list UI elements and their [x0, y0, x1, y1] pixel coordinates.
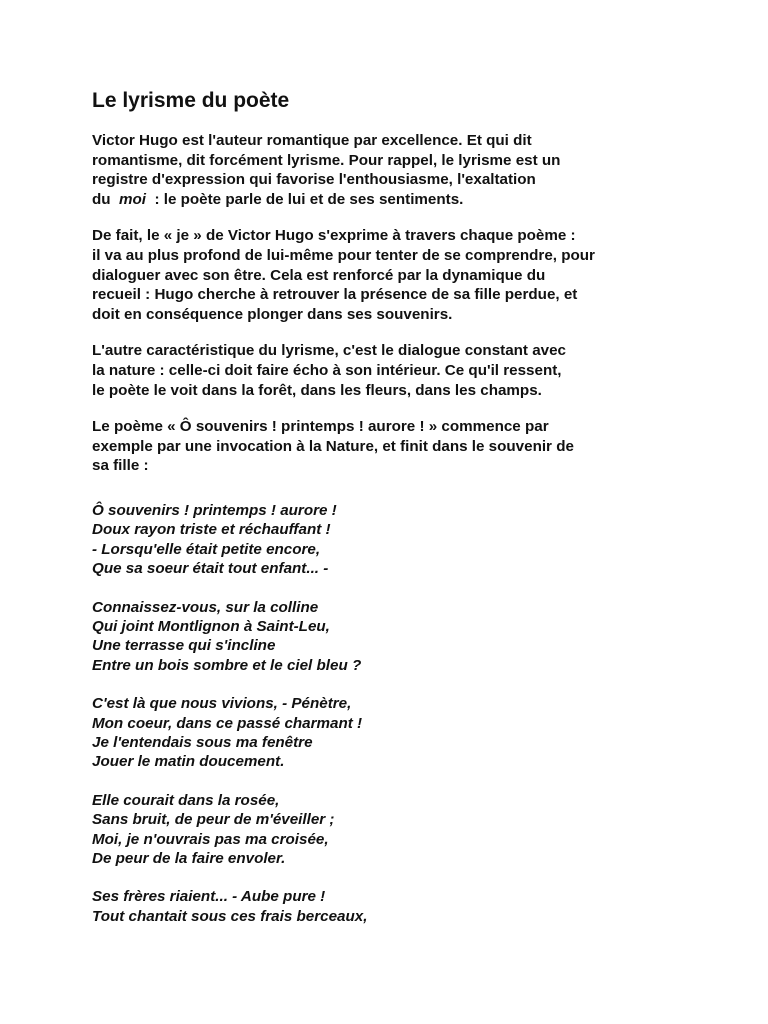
text-line: Le poème « Ô souvenirs ! printemps ! aurore ! » commence par	[92, 418, 549, 436]
poem-verse: Qui joint Montlignon à Saint-Leu,	[92, 617, 330, 635]
poem-verse: Doux rayon triste et réchauffant !	[92, 521, 331, 539]
poem-verse: Que sa soeur était tout enfant... -	[92, 560, 329, 578]
poem-stanza-2	[92, 598, 692, 676]
poem-verse: Sans bruit, de peur de m'éveiller ;	[92, 811, 335, 829]
poem-verse: Connaissez-vous, sur la colline	[92, 598, 319, 616]
poem-verse: De peur de la faire envoler.	[92, 850, 286, 867]
poem-verse: C'est là que nous vivions, - Pénètre,	[92, 695, 352, 713]
paragraph-je	[92, 226, 692, 324]
poem-stanza-4	[92, 791, 692, 869]
paragraph-intro	[92, 131, 692, 209]
poem-verse: Elle courait dans la rosée,	[92, 791, 280, 809]
poem-verse: Mon coeur, dans ce passé charmant !	[92, 714, 363, 732]
text-line: exemple par une invocation à la Nature, et finit dans le souvenir de	[92, 437, 574, 455]
text-line: L'autre caractéristique du lyrisme, c'est le dialogue constant avec	[92, 342, 566, 360]
document-page	[92, 88, 692, 945]
poem-verse: Ô souvenirs ! printemps ! aurore !	[92, 501, 337, 519]
text-line: la nature : celle-ci doit faire écho à son intérieur. Ce qu'il ressent,	[92, 361, 562, 379]
text-fragment: du	[92, 190, 119, 208]
text-line: il va au plus profond de lui-même pour tenter de se comprendre, pour	[92, 246, 595, 264]
poem-stanza-3	[92, 694, 692, 772]
paragraph-poem-intro	[92, 417, 692, 476]
poem-verse: Ses frères riaient... - Aube pure !	[92, 888, 326, 906]
poem-stanza-1	[92, 501, 692, 579]
text-line: registre d'expression qui favorise l'enthousiasme, l'exaltation	[92, 171, 536, 189]
text-line: le poète le voit dans la forêt, dans les fleurs, dans les champs.	[92, 381, 542, 399]
poem-verse: Une terrasse qui s'incline	[92, 637, 276, 655]
text-line: dialoguer avec son être. Cela est renforcé par la dynamique du	[92, 266, 546, 284]
emphasis-moi: moi	[119, 190, 147, 208]
text-line: sa fille :	[92, 457, 149, 475]
paragraph-nature	[92, 341, 692, 400]
text-line: romantisme, dit forcément lyrisme. Pour rappel, le lyrisme est un	[92, 151, 561, 169]
text-line: recueil : Hugo cherche à retrouver la présence de sa fille perdue, et	[92, 286, 578, 304]
poem-verse: Je l'entendais sous ma fenêtre	[92, 733, 313, 751]
poem-verse: Tout chantait sous ces frais berceaux,	[92, 907, 368, 925]
text-line: Victor Hugo est l'auteur romantique par excellence. Et qui dit	[92, 132, 532, 149]
poem-verse: Entre un bois sombre et le ciel bleu ?	[92, 656, 362, 674]
text-line: doit en conséquence plonger dans ses souvenirs.	[92, 305, 453, 323]
text-line-moi	[92, 190, 692, 210]
poem-stanza-5	[92, 887, 692, 926]
page-title: Le lyrisme du poète	[92, 89, 290, 112]
text-line: De fait, le « je » de Victor Hugo s'exprime à travers chaque poème :	[92, 227, 576, 245]
text-fragment: : le poète parle de lui et de ses sentiments.	[146, 190, 464, 208]
poem-verse: Jouer le matin doucement.	[92, 753, 285, 771]
poem-verse: - Lorsqu'elle était petite encore,	[92, 540, 321, 558]
poem-verse: Moi, je n'ouvrais pas ma croisée,	[92, 830, 329, 848]
